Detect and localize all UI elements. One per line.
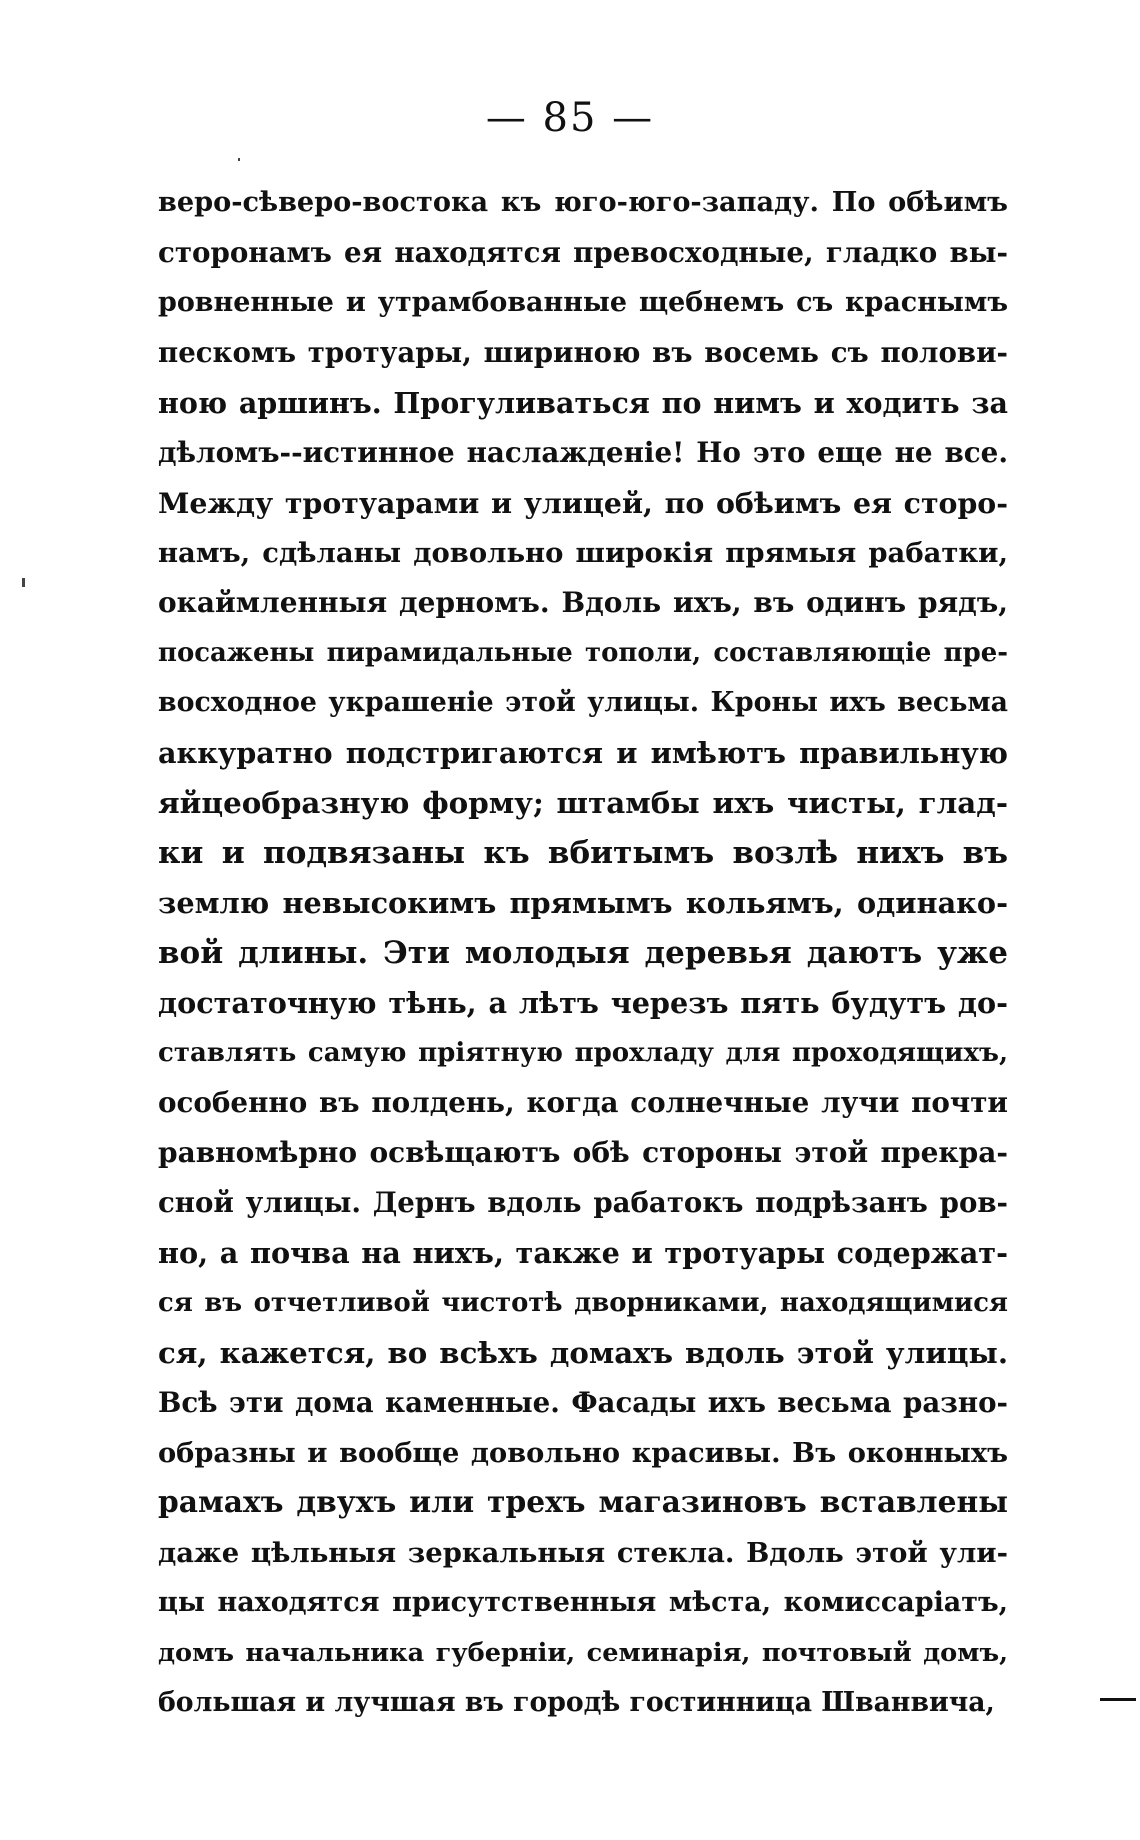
text-line: сной улицы. Дернъ вдоль рабатокъ подрѣзанъ ров- [158,1186,1008,1219]
text-line: большая и лучшая въ городѣ гостинница Шванвича, [158,1687,995,1718]
text-line: ною аршинъ. Прогуливаться по нимъ и ходить за [158,386,1008,420]
text-line: ки и подвязаны къ вбитымъ возлѣ нихъ въ [158,835,1008,871]
text-line: дѣломъ--истинное наслажденіе! Но это еще не все. [158,436,1008,469]
text-line: образны и вообще довольно красивы. Въ оконныхъ [158,1437,1008,1469]
text-line: Всѣ эти дома каменные. Фасады ихъ весьма разно- [158,1386,1008,1419]
text-line: яйцеобразную форму; штамбы ихъ чисты, глад- [158,785,1008,820]
text-line: домъ начальника губерніи, семинарія, почтовый домъ, [158,1638,1008,1668]
text-line: аккуратно подстригаются и имѣютъ правильную [158,736,1008,770]
body-text [158,178,1008,1728]
text-line: ровненные и утрамбованные щебнемъ съ краснымъ [158,287,1008,318]
text-line: ся, кажется, во всѣхъ домахъ вдоль этой улицы. [158,1336,1008,1370]
text-line: даже цѣльныя зеркальныя стекла. Вдоль этой ули- [158,1537,1008,1569]
text-line: цы находятся присутственныя мѣста, комиссаріатъ, [158,1587,1008,1618]
text-line: равномѣрно освѣщаютъ обѣ стороны этой прекра- [158,1136,1008,1169]
text-line: особенно въ полдень, когда солнечные лучи почти [158,1086,1008,1119]
text-line: ставлять самую пріятную прохладу для проходящихъ, [158,1038,1008,1068]
text-line: веро-сѣверо-востока къ юго-юго-западу. По обѣимъ [158,187,1008,218]
text-line: ся въ отчетливой чистотѣ дворниками, находящимися [158,1288,1008,1318]
text-line: намъ, сдѣланы довольно широкія прямыя рабатки, [158,537,1008,569]
text-line: рамахъ двухъ или трехъ магазиновъ вставлены [158,1485,1008,1520]
text-line: окаймленныя дерномъ. Вдоль ихъ, въ одинъ рядъ, [158,586,1008,619]
text-line: достаточную тѣнь, а лѣтъ черезъ пять будутъ до- [158,986,1008,1020]
text-line: посажены пирамидальные тополи, составляющіе пре- [158,638,1008,668]
page-number: — 85 — [485,95,655,141]
text-line: вой длины. Эти молодыя деревья даютъ уже [158,935,1008,971]
text-line: сторонамъ ея находятся превосходные, гладко вы- [158,236,1008,269]
text-line: Между тротуарами и улицей, по обѣимъ ея сторо- [158,486,1008,520]
text-line: землю невысокимъ прямымъ кольямъ, одинако- [158,886,1008,920]
text-line: пескомъ тротуары, шириною въ восемь съ полови- [158,336,1008,369]
text-line: восходное украшеніе этой улицы. Кроны ихъ весьма [158,687,1008,718]
scan-speck [22,578,25,587]
text-line: но, а почва на нихъ, также и тротуары содержат- [158,1236,1008,1270]
margin-dash-mark [1100,1698,1136,1701]
scan-speck [238,158,240,161]
